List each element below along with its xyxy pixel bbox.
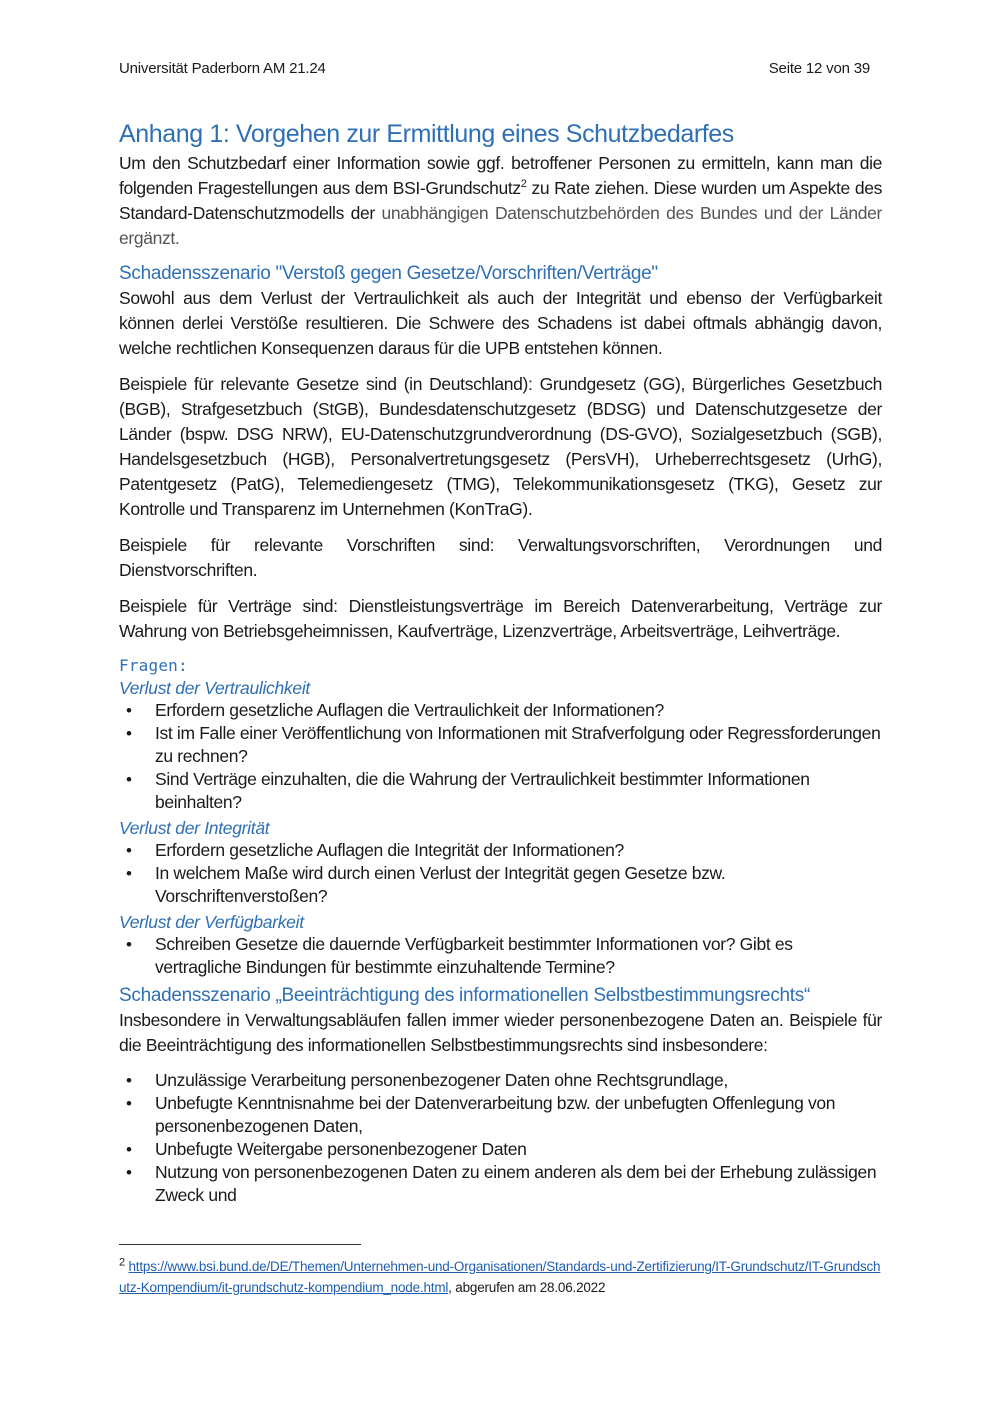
footnote-separator bbox=[119, 1244, 361, 1245]
section1-paragraph-1: Sowohl aus dem Verlust der Vertraulichkeit als auch der Integrität und ebenso der Verfügbarkeit können derlei Verstöße resultieren. Die Schwere des Schadens ist dabei oftmals abhängig davon, welche rechtlichen Konsequenzen daraus für die UPB entstehen können. bbox=[119, 288, 882, 358]
section1-paragraph-3: Beispiele für relevante Vorschriften sind: Verwaltungsvorschriften, Verordnungen und Dienstvorschriften. bbox=[119, 535, 882, 580]
footnote-ref[interactable]: 2 bbox=[520, 178, 527, 191]
list-item: • Unbefugte Weitergabe personenbezogener Daten bbox=[119, 1138, 882, 1161]
section1-paragraph-4: Beispiele für Verträge sind: Dienstleistungsverträge im Bereich Datenverarbeitung, Verträge zur Wahrung von Betriebsgeheimnissen, Kaufverträge, Lizenzverträge, Arbeitsverträge, Leihverträge. bbox=[119, 596, 882, 641]
list-item: • Unzulässige Verarbeitung personenbezogener Daten ohne Rechtsgrundlage, bbox=[119, 1069, 882, 1092]
footnote bbox=[119, 1256, 882, 1298]
footnote-suffix: , abgerufen am 28.06.2022 bbox=[448, 1280, 606, 1295]
section1-heading: Schadensszenario "Verstoß gegen Gesetze/Vorschriften/Verträge" bbox=[119, 263, 658, 284]
group-title-integritaet: Verlust der Integrität bbox=[119, 818, 270, 838]
intro-text-1: Um den Schutzbedarf einer Information sowie ggf. betroffener Personen zu ermitteln, kann man die folgenden Fragestellungen aus dem BSI-Grundschutz bbox=[119, 153, 882, 198]
list-item: • Ist im Falle einer Veröffentlichung von Informationen mit Strafverfolgung oder Regressforderungen zu rechnen? bbox=[119, 722, 882, 768]
page-number: Seite 12 von 39 bbox=[768, 60, 870, 77]
footnote-number: 2 bbox=[119, 1256, 125, 1269]
list-item: • Erfordern gesetzliche Auflagen die Integrität der Informationen? bbox=[119, 839, 882, 862]
list-item: • Schreiben Gesetze die dauernde Verfügbarkeit bestimmter Informationen vor? Gibt es vertragliche Bindungen für bestimmte einzuhaltende Termine? bbox=[119, 933, 882, 979]
questions-heading: Fragen: bbox=[119, 656, 188, 675]
list-item: • Unbefugte Kenntnisnahme bei der Datenverarbeitung bzw. der unbefugten Offenlegung von personenbezogenen Daten, bbox=[119, 1092, 882, 1138]
section2-list bbox=[119, 1069, 882, 1207]
intro-text-3: unabhängigen Datenschutzbehörden des Bundes und der Länder ergänzt. bbox=[119, 203, 883, 248]
list-item: • Sind Verträge einzuhalten, die die Wahrung der Vertraulichkeit bestimmter Informationen beinhalten? bbox=[119, 768, 882, 814]
intro-paragraph bbox=[119, 151, 882, 251]
header-institution: Universität Paderborn AM 21.24 bbox=[119, 60, 326, 77]
section1-paragraph-2: Beispiele für relevante Gesetze sind (in Deutschland): Grundgesetz (GG), Bürgerliches Gesetzbuch (BGB), Strafgesetzbuch (StGB), Bundesdatenschutzgesetz (BDSG) und Datenschutzgesetze der Länder (bspw. DSG NRW), EU-Datenschutzgrundverordnung (DS-GVO), Sozialgesetzbuch (SGB), Handelsgesetzbuch (HGB), Personalvertretungsgesetz (PersVH), Urheberrechtsgesetz (UrhG), Patentgesetz (PatG), Telemediengesetz (TMG), Telekommunikationsgesetz (TKG), Gesetz zur Kontrolle und Transparenz im Unternehmen (KonTraG). bbox=[119, 374, 882, 519]
document-body bbox=[119, 119, 882, 1207]
list-item: • Erfordern gesetzliche Auflagen die Vertraulichkeit der Informationen? bbox=[119, 699, 882, 722]
footnote-link[interactable]: https://www.bsi.bund.de/DE/Themen/Unternehmen-und-Organisationen/Standards-und-Zertifizierung/IT-Grundschutz/IT-Grundschutz-Kompendium/it-grundschutz-kompendium_node.html bbox=[119, 1259, 881, 1295]
list-item: • In welchem Maße wird durch einen Verlust der Integrität gegen Gesetze bzw. Vorschriftenverstoßen? bbox=[119, 862, 882, 908]
section2-heading: Schadensszenario „Beeinträchtigung des informationellen Selbstbestimmungsrechts“ bbox=[119, 985, 810, 1006]
group-title-verfuegbarkeit: Verlust der Verfügbarkeit bbox=[119, 912, 304, 932]
intro-text-2: zu Rate ziehen. Diese wurden um Aspekte des Standard-Datenschutzmodells der bbox=[119, 178, 882, 223]
page-header bbox=[119, 60, 870, 77]
list-item: • Nutzung von personenbezogenen Daten zu einem anderen als dem bei der Erhebung zulässigen Zweck und bbox=[119, 1161, 882, 1207]
question-list-vertraulichkeit bbox=[119, 699, 882, 814]
group-title-vertraulichkeit: Verlust der Vertraulichkeit bbox=[119, 678, 310, 698]
section2-paragraph-1: Insbesondere in Verwaltungsabläufen fallen immer wieder personenbezogene Daten an. Beispiele für die Beeinträchtigung des informationellen Selbstbestimmungsrechts sind insbesondere: bbox=[119, 1010, 882, 1055]
question-list-integritaet bbox=[119, 839, 882, 908]
question-list-verfuegbarkeit bbox=[119, 933, 882, 979]
page-title: Anhang 1: Vorgehen zur Ermittlung eines Schutzbedarfes bbox=[119, 120, 734, 148]
